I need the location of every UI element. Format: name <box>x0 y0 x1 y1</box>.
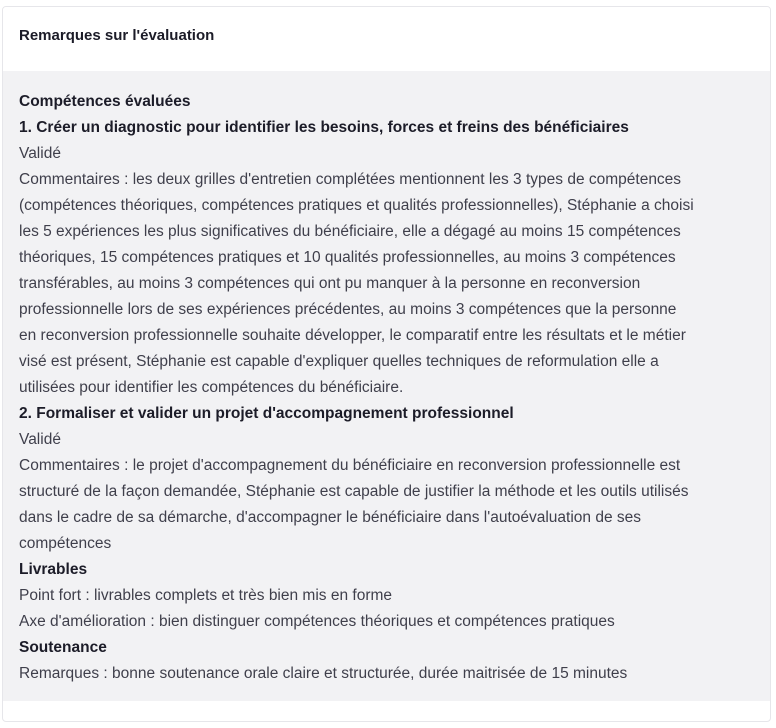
competence-1-comment-line: visé est présent, Stéphanie est capable d'expliquer quelles techniques de reformulation elle a <box>19 353 659 370</box>
competence-1-title: 1. Créer un diagnostic pour identifier les besoins, forces et freins des bénéficiaires <box>19 119 629 136</box>
card-header <box>3 7 770 71</box>
competence-2-comment-line: dans le cadre de sa démarche, d'accompagner le bénéficiaire dans l'autoévaluation de ses <box>19 509 642 526</box>
competences-heading: Compétences évaluées <box>19 93 191 110</box>
card-body <box>3 71 770 701</box>
livrables-axe-amelioration: Axe d'amélioration : bien distinguer compétences théoriques et compétences pratiques <box>19 613 615 630</box>
competence-2-comment-line: compétences <box>19 535 112 552</box>
competence-1-comment-line: Commentaires : les deux grilles d'entretien complétées mentionnent les 3 types de compétences <box>19 171 682 188</box>
evaluation-remarks-card <box>2 6 771 722</box>
competence-2-comment-line: Commentaires : le projet d'accompagnement du bénéficiaire en reconversion professionnelle est <box>19 457 681 474</box>
card-title: Remarques sur l'évaluation <box>19 27 215 44</box>
competence-2-status: Validé <box>19 431 61 448</box>
competence-1-comment-line: en reconversion professionnelle souhaite développer, le comparatif entre les résultats et le métier <box>19 327 686 344</box>
livrables-point-fort: Point fort : livrables complets et très bien mis en forme <box>19 587 393 604</box>
competence-2-comment-line: structuré de la façon demandée, Stéphanie est capable de justifier la méthode et les outils utilisés <box>19 483 689 500</box>
livrables-heading: Livrables <box>19 561 88 578</box>
soutenance-heading: Soutenance <box>19 639 107 656</box>
soutenance-remarques: Remarques : bonne soutenance orale claire et structurée, durée maitrisée de 15 minutes <box>19 665 628 682</box>
competence-1-status: Validé <box>19 145 61 162</box>
competence-1-comment-line: (compétences théoriques, compétences pratiques et qualités professionnelles), Stéphanie a choisi <box>19 197 694 214</box>
competence-2-title: 2. Formaliser et valider un projet d'accompagnement professionnel <box>19 405 514 422</box>
competence-1-comment-line: professionnelle lors de ses expériences précédentes, au moins 3 compétences que la personne <box>19 301 677 318</box>
competence-1-comment-line: transférables, au moins 3 compétences qui ont pu manquer à la personne en reconversion <box>19 275 641 292</box>
competence-1-comment-line: utilisées pour identifier les compétences du bénéficiaire. <box>19 379 404 396</box>
competence-1-comment-line: les 5 expériences les plus significatives du bénéficiaire, elle a dégagé au moins 15 compétences <box>19 223 681 240</box>
competence-1-comment-line: théoriques, 15 compétences pratiques et 10 qualités professionnelles, au moins 3 compétences <box>19 249 676 266</box>
